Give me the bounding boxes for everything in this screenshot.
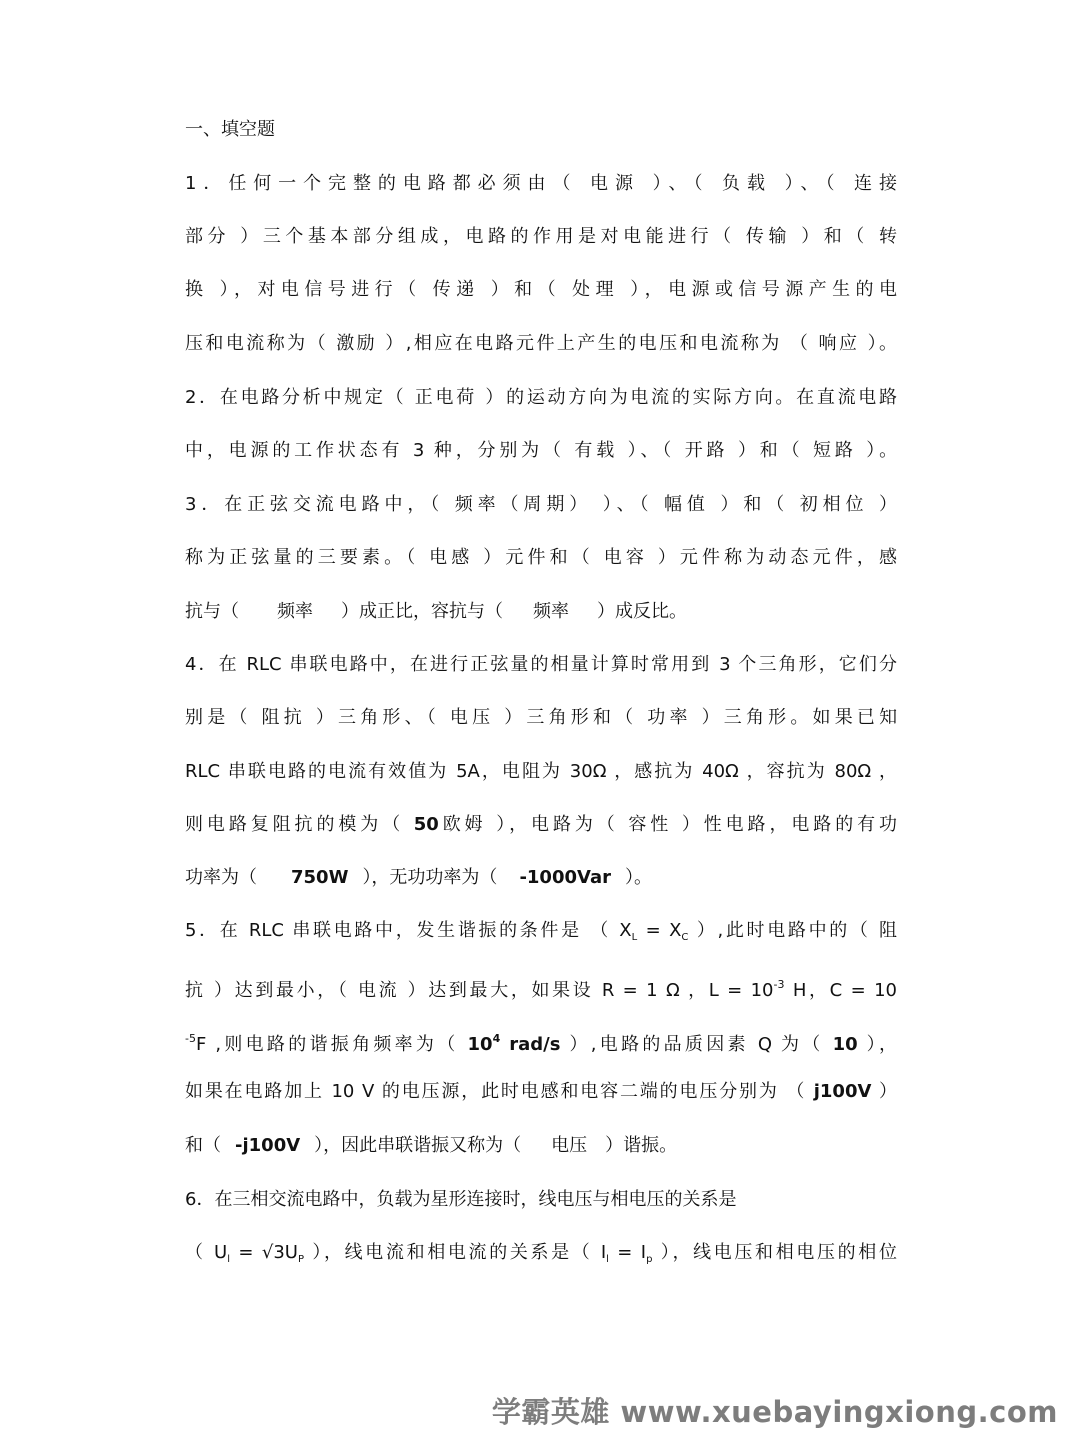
q6-line-1: 6．在三相交流电路中，负载为星形连接时，线电压与相电压的关系是 xyxy=(185,1189,737,1210)
answer: -j100V xyxy=(235,1135,301,1156)
q5-line-5: 和（ -j100V ），因此串联谐振又称为（ 电压 ）谐振。 xyxy=(185,1135,678,1156)
answer: $X_L = X_C$ xyxy=(619,920,689,943)
answer: 幅值 xyxy=(664,494,710,515)
q1-line-1: 1．任何一个完整的电路都必须由（ 电源 ）、（ 负载 ）、（ 连接 xyxy=(185,173,897,194)
answer: 容性 xyxy=(628,814,673,835)
answer: 抗 xyxy=(185,980,206,1001)
answer: 传递 xyxy=(432,279,480,300)
answer: 短路 xyxy=(813,440,857,461)
answer: 阻 xyxy=(879,920,897,941)
answer: 响应 xyxy=(818,333,860,354)
q5-line-4: 如果在电路加上 10 V 的电压源，此时电感和电容二端的电压分别为 （ j100V ） xyxy=(185,1081,897,1102)
answer: 激励 xyxy=(336,333,378,354)
answer: 频率（周期） xyxy=(454,494,593,515)
q5-line-2: 抗 ）达到最小，（ 电流 ）达到最大，如果设 R = 1 Ω ，$L = 10^{-3}$ H，C = 10 xyxy=(185,978,897,1001)
q1-line-2: 部分 ）三个基本部分组成，电路的作用是对电能进行（ 传输 ）和（ 转 xyxy=(185,226,898,247)
q4-line-4: 则电路复阻抗的模为（ 50欧姆 ），电路为（ 容性 ）性电路，电路的有功 xyxy=(185,814,898,835)
q4-line-2: 别是（ 阻抗 ）三角形、（ 电压 ）三角形和（ 功率 ）三角形。如果已知 xyxy=(185,707,898,728)
q3-line-3: 抗与（ 频率 ）成正比，容抗与（ 频率 ）成反比。 xyxy=(185,601,687,622)
answer: 50欧姆 xyxy=(413,814,487,835)
answer: 阻抗 xyxy=(261,707,306,728)
answer: 处理 xyxy=(572,279,620,300)
answer: 传输 xyxy=(745,226,791,247)
answer: 转 xyxy=(879,226,898,247)
answer: $I_l = I_p$ xyxy=(600,1242,653,1265)
answer: 部分 xyxy=(185,226,231,247)
answer: 电源 xyxy=(590,173,640,194)
answer: 750W xyxy=(291,867,349,888)
answer: 负载 xyxy=(722,173,772,194)
answer: 频率 xyxy=(533,601,569,622)
q6-line-2: （ $U_l = √3U_P$ ），线电流和相电流的关系是（ $I_l = I_p$ ），线电压和相电压的相位 xyxy=(185,1242,897,1265)
answer: 电容 xyxy=(603,547,648,568)
q3-line-1: 3．在正弦交流电路中，（ 频率（周期） ）、（ 幅值 ）和（ 初相位 ） xyxy=(185,494,898,515)
answer: 有载 xyxy=(574,440,619,461)
answer: 频率 xyxy=(277,601,313,622)
answer: 初相位 xyxy=(799,494,869,515)
site-watermark[interactable]: 学霸英雄 www.xuebayingxiong.com xyxy=(491,1395,1058,1429)
q1-line-3: 换 ），对电信号进行（ 传递 ）和（ 处理 ），电源或信号源产生的电 xyxy=(185,279,897,300)
answer: 电感 xyxy=(429,547,474,568)
answer: $10^4$ xyxy=(467,1032,501,1055)
answer: 功率 xyxy=(647,707,692,728)
q3-line-2: 称为正弦量的三要素。（ 电感 ）元件和（ 电容 ）元件称为动态元件，感 xyxy=(185,547,898,568)
answer: 正电荷 xyxy=(414,387,477,408)
q1-line-4: 压和电流称为（ 激励 ）,相应在电路元件上产生的电压和电流称为 （ 响应 ）。 xyxy=(185,333,898,354)
q4-line-1: 4．在 RLC 串联电路中，在进行正弦量的相量计算时常用到 3 个三角形，它们分 xyxy=(185,654,897,675)
answer: -1000Var xyxy=(519,867,611,888)
answer: 10 xyxy=(832,1034,858,1055)
answer: j100V xyxy=(813,1081,872,1102)
q2-line-1: 2．在电路分析中规定（ 正电荷 ）的运动方向为电流的实际方向。在直流电路 xyxy=(185,387,898,408)
q4-line-3: RLC 串联电路的电流有效值为 5A，电阻为 30Ω ，感抗为 40Ω ，容抗为 80Ω ， xyxy=(185,761,897,782)
answer: 电流 xyxy=(357,980,400,1001)
answer: 电压 xyxy=(449,707,495,728)
answer: 连接 xyxy=(854,173,897,194)
answer: $U_l = √3U_P$ xyxy=(214,1242,304,1265)
q2-line-2: 中，电源的工作状态有 3 种，分别为（ 有载 ）、（ 开路 ）和（ 短路 ）。 xyxy=(185,440,898,461)
q5-line-3: $^{-5}$F ,则电路的谐振角频率为（ $10^4$ rad/s ）,电路的品质因素 Q 为（ 10 ）， xyxy=(185,1032,897,1055)
q5-line-1: 5．在 RLC 串联电路中，发生谐振的条件是 （ $X_L = X_C$ ）,此时电路中的（ 阻 xyxy=(185,920,897,943)
answer: 换 xyxy=(185,279,209,300)
q4-line-5: 功率为（ 750W ），无功功率为（ -1000Var ）。 xyxy=(185,867,652,888)
section-heading: 一、填空题 xyxy=(185,119,275,140)
answer: 电压 xyxy=(551,1135,588,1156)
answer: 开路 xyxy=(684,440,729,461)
